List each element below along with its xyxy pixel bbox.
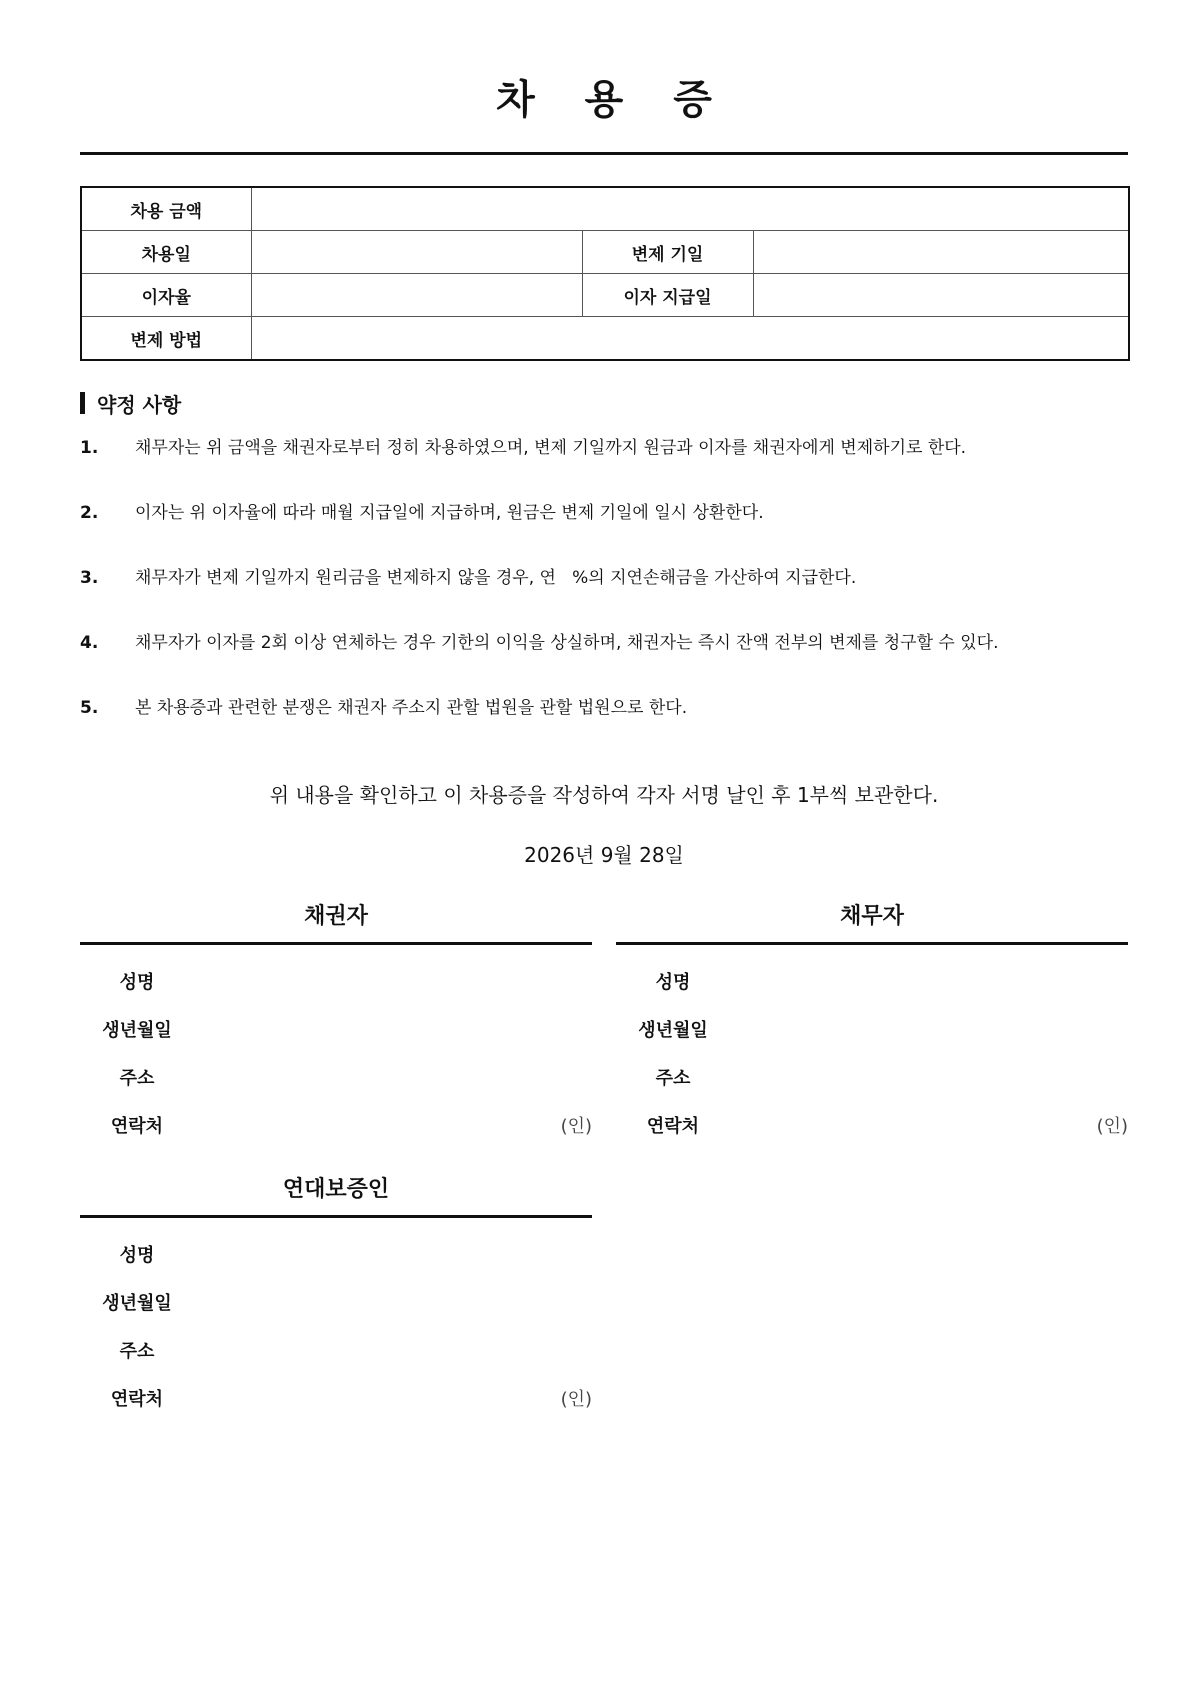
term-number: 1. (80, 438, 99, 458)
debtor-address-row[interactable] (616, 1053, 1128, 1101)
heading-bar-icon (80, 392, 85, 414)
creditor-address-row[interactable] (80, 1053, 592, 1101)
term-text: 채무자가 변제 기일까지 원리금을 변제하지 않을 경우, 연 %의 지연손해금을 가산하여 지급한다. (135, 568, 857, 588)
interest-payday-field[interactable] (753, 274, 1129, 317)
address-label: 주소 (655, 1068, 691, 1089)
loan-amount-row (81, 187, 1129, 231)
seal-mark: (인) (1096, 1116, 1128, 1137)
term-number: 3. (80, 568, 99, 588)
term-number: 5. (80, 698, 99, 718)
term-item (80, 500, 1128, 565)
loan-date-label: 차용일 (81, 231, 251, 274)
guarantor-block (80, 1173, 592, 1422)
term-item (80, 435, 1128, 500)
term-text: 채무자는 위 금액을 채권자로부터 정히 차용하였으며, 변제 기일까지 원금과 이자를 채권자에게 변제하기로 한다. (135, 438, 967, 458)
document-date: 2026년 9월 28일 (524, 843, 684, 867)
creditor-divider (80, 942, 592, 945)
loan-date-field[interactable] (251, 231, 582, 274)
terms-heading-text: 약정 사항 (97, 392, 182, 417)
terms-heading (80, 389, 1128, 417)
term-text: 이자는 위 이자율에 따라 매월 지급일에 지급하며, 원금은 변제 기일에 일시 상환한다. (135, 503, 764, 523)
due-date-field[interactable] (753, 231, 1129, 274)
term-text: 본 차용증과 관련한 분쟁은 채권자 주소지 관할 법원을 관할 법원으로 한다. (135, 698, 688, 718)
terms-list (80, 435, 1128, 760)
loan-info-table (80, 186, 1130, 361)
term-number: 4. (80, 633, 99, 653)
guarantor-title: 연대보증인 (282, 1177, 390, 1202)
debtor-name-row[interactable] (616, 957, 1128, 1005)
seal-mark: (인) (560, 1116, 592, 1137)
address-label: 주소 (119, 1068, 155, 1089)
debtor-divider (616, 942, 1128, 945)
loan-amount-label: 차용 금액 (81, 187, 251, 231)
interest-rate-label: 이자율 (81, 274, 251, 317)
name-label: 성명 (119, 972, 155, 993)
contact-label: 연락처 (110, 1389, 164, 1410)
debtor-birth-row[interactable] (616, 1005, 1128, 1053)
birth-label: 생년월일 (102, 1293, 172, 1314)
term-item (80, 630, 1128, 695)
creditor-name-row[interactable] (80, 957, 592, 1005)
name-label: 성명 (119, 1245, 155, 1266)
seal-mark: (인) (560, 1389, 592, 1410)
confirmation-statement: 위 내용을 확인하고 이 차용증을 작성하여 각자 서명 날인 후 1부씩 보관한다. (269, 783, 939, 807)
guarantor-divider (80, 1215, 592, 1218)
creditor-title: 채권자 (304, 904, 368, 929)
repayment-method-row (81, 317, 1129, 361)
creditor-birth-row[interactable] (80, 1005, 592, 1053)
guarantor-contact-row[interactable] (80, 1374, 592, 1422)
contact-label: 연락처 (646, 1116, 700, 1137)
interest-row (81, 274, 1129, 317)
interest-payday-label: 이자 지급일 (582, 274, 753, 317)
address-label: 주소 (119, 1341, 155, 1362)
debtor-block (616, 900, 1128, 1149)
debtor-title: 채무자 (840, 904, 904, 929)
birth-label: 생년월일 (638, 1020, 708, 1041)
loan-amount-field[interactable] (251, 187, 1129, 231)
contact-label: 연락처 (110, 1116, 164, 1137)
creditor-contact-row[interactable] (80, 1101, 592, 1149)
term-text: 채무자가 이자를 2회 이상 연체하는 경우 기한의 이익을 상실하며, 채권자는 즉시 잔액 전부의 변제를 청구할 수 있다. (135, 633, 999, 653)
loan-date-row (81, 231, 1129, 274)
creditor-block (80, 900, 592, 1149)
term-item (80, 565, 1128, 630)
repayment-method-field[interactable] (251, 317, 1129, 361)
term-item (80, 695, 1128, 760)
debtor-contact-row[interactable] (616, 1101, 1128, 1149)
name-label: 성명 (655, 972, 691, 993)
title-divider (80, 152, 1128, 155)
guarantor-address-row[interactable] (80, 1326, 592, 1374)
document-title: 차 용 증 (496, 77, 730, 123)
term-number: 2. (80, 503, 99, 523)
repayment-method-label: 변제 방법 (81, 317, 251, 361)
guarantor-birth-row[interactable] (80, 1278, 592, 1326)
loan-document (80, 0, 1128, 1422)
interest-rate-field[interactable] (251, 274, 582, 317)
due-date-label: 변제 기일 (582, 231, 753, 274)
parties-section (80, 900, 1128, 1149)
birth-label: 생년월일 (102, 1020, 172, 1041)
guarantor-name-row[interactable] (80, 1230, 592, 1278)
